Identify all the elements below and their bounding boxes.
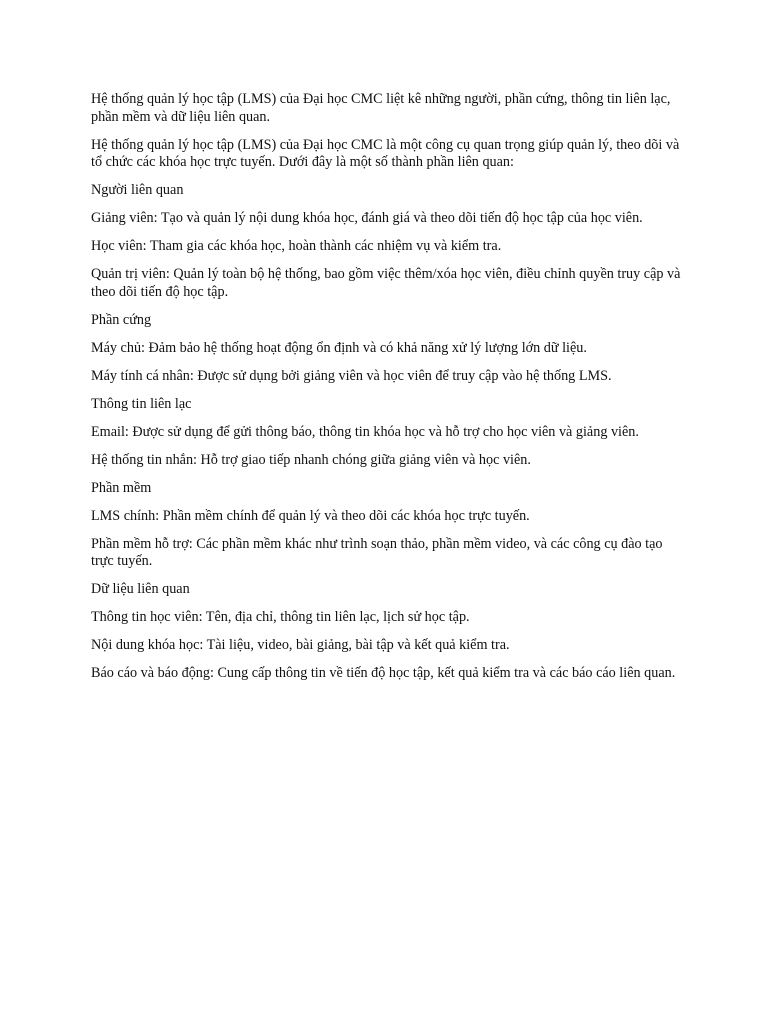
item-student-info: Thông tin học viên: Tên, địa chỉ, thông tin liên lạc, lịch sử học tập. [91,609,470,625]
item-student: Học viên: Tham gia các khóa học, hoàn thành các nhiệm vụ và kiểm tra. [91,238,502,254]
overview-paragraph: Hệ thống quản lý học tập (LMS) của Đại học CMC là một công cụ quan trọng giúp quản lý, theo dõi và tổ chức các khóa học trực tuyến. Dưới đây là một số thành phần liên quan: [91,136,680,170]
section-heading-software: Phần mềm [91,479,152,496]
section-heading-people: Người liên quan [91,182,184,198]
section-heading-data: Dữ liệu liên quan [91,581,190,597]
item-administrator: Quản trị viên: Quản lý toàn bộ hệ thống, bao gồm việc thêm/xóa học viên, điều chỉnh quyền truy cập và theo dõi tiến độ học tập. [91,266,681,300]
intro-paragraph: Hệ thống quản lý học tập (LMS) của Đại học CMC liệt kê những người, phần cứng, thông tin liên lạc, phần mềm và dữ liệu liên quan. [91,91,671,125]
item-main-lms: LMS chính: Phần mềm chính để quản lý và theo dõi các khóa học trực tuyến. [91,507,530,524]
item-messaging: Hệ thống tin nhắn: Hỗ trợ giao tiếp nhanh chóng giữa giảng viên và học viên. [91,451,531,468]
item-lecturer: Giảng viên: Tạo và quản lý nội dung khóa học, đánh giá và theo dõi tiến độ học tập của học viên. [91,210,643,226]
section-heading-communication: Thông tin liên lạc [91,395,192,412]
section-heading-hardware: Phần cứng [91,311,152,328]
item-email: Email: Được sử dụng để gửi thông báo, thông tin khóa học và hỗ trợ cho học viên và giảng viên. [91,423,639,440]
item-server: Máy chủ: Đảm bảo hệ thống hoạt động ổn định và có khả năng xử lý lượng lớn dữ liệu. [91,339,587,356]
document-body [91,91,683,693]
item-personal-computer: Máy tính cá nhân: Được sử dụng bởi giảng viên và học viên để truy cập vào hệ thống LMS. [91,367,612,384]
item-support-software: Phần mềm hỗ trợ: Các phần mềm khác như trình soạn thảo, phần mềm video, và các công cụ đào tạo trực tuyến. [91,535,663,569]
item-course-content: Nội dung khóa học: Tài liệu, video, bài giảng, bài tập và kết quả kiểm tra. [91,637,510,653]
item-reports: Báo cáo và báo động: Cung cấp thông tin về tiến độ học tập, kết quả kiểm tra và các báo cáo liên quan. [91,665,676,681]
